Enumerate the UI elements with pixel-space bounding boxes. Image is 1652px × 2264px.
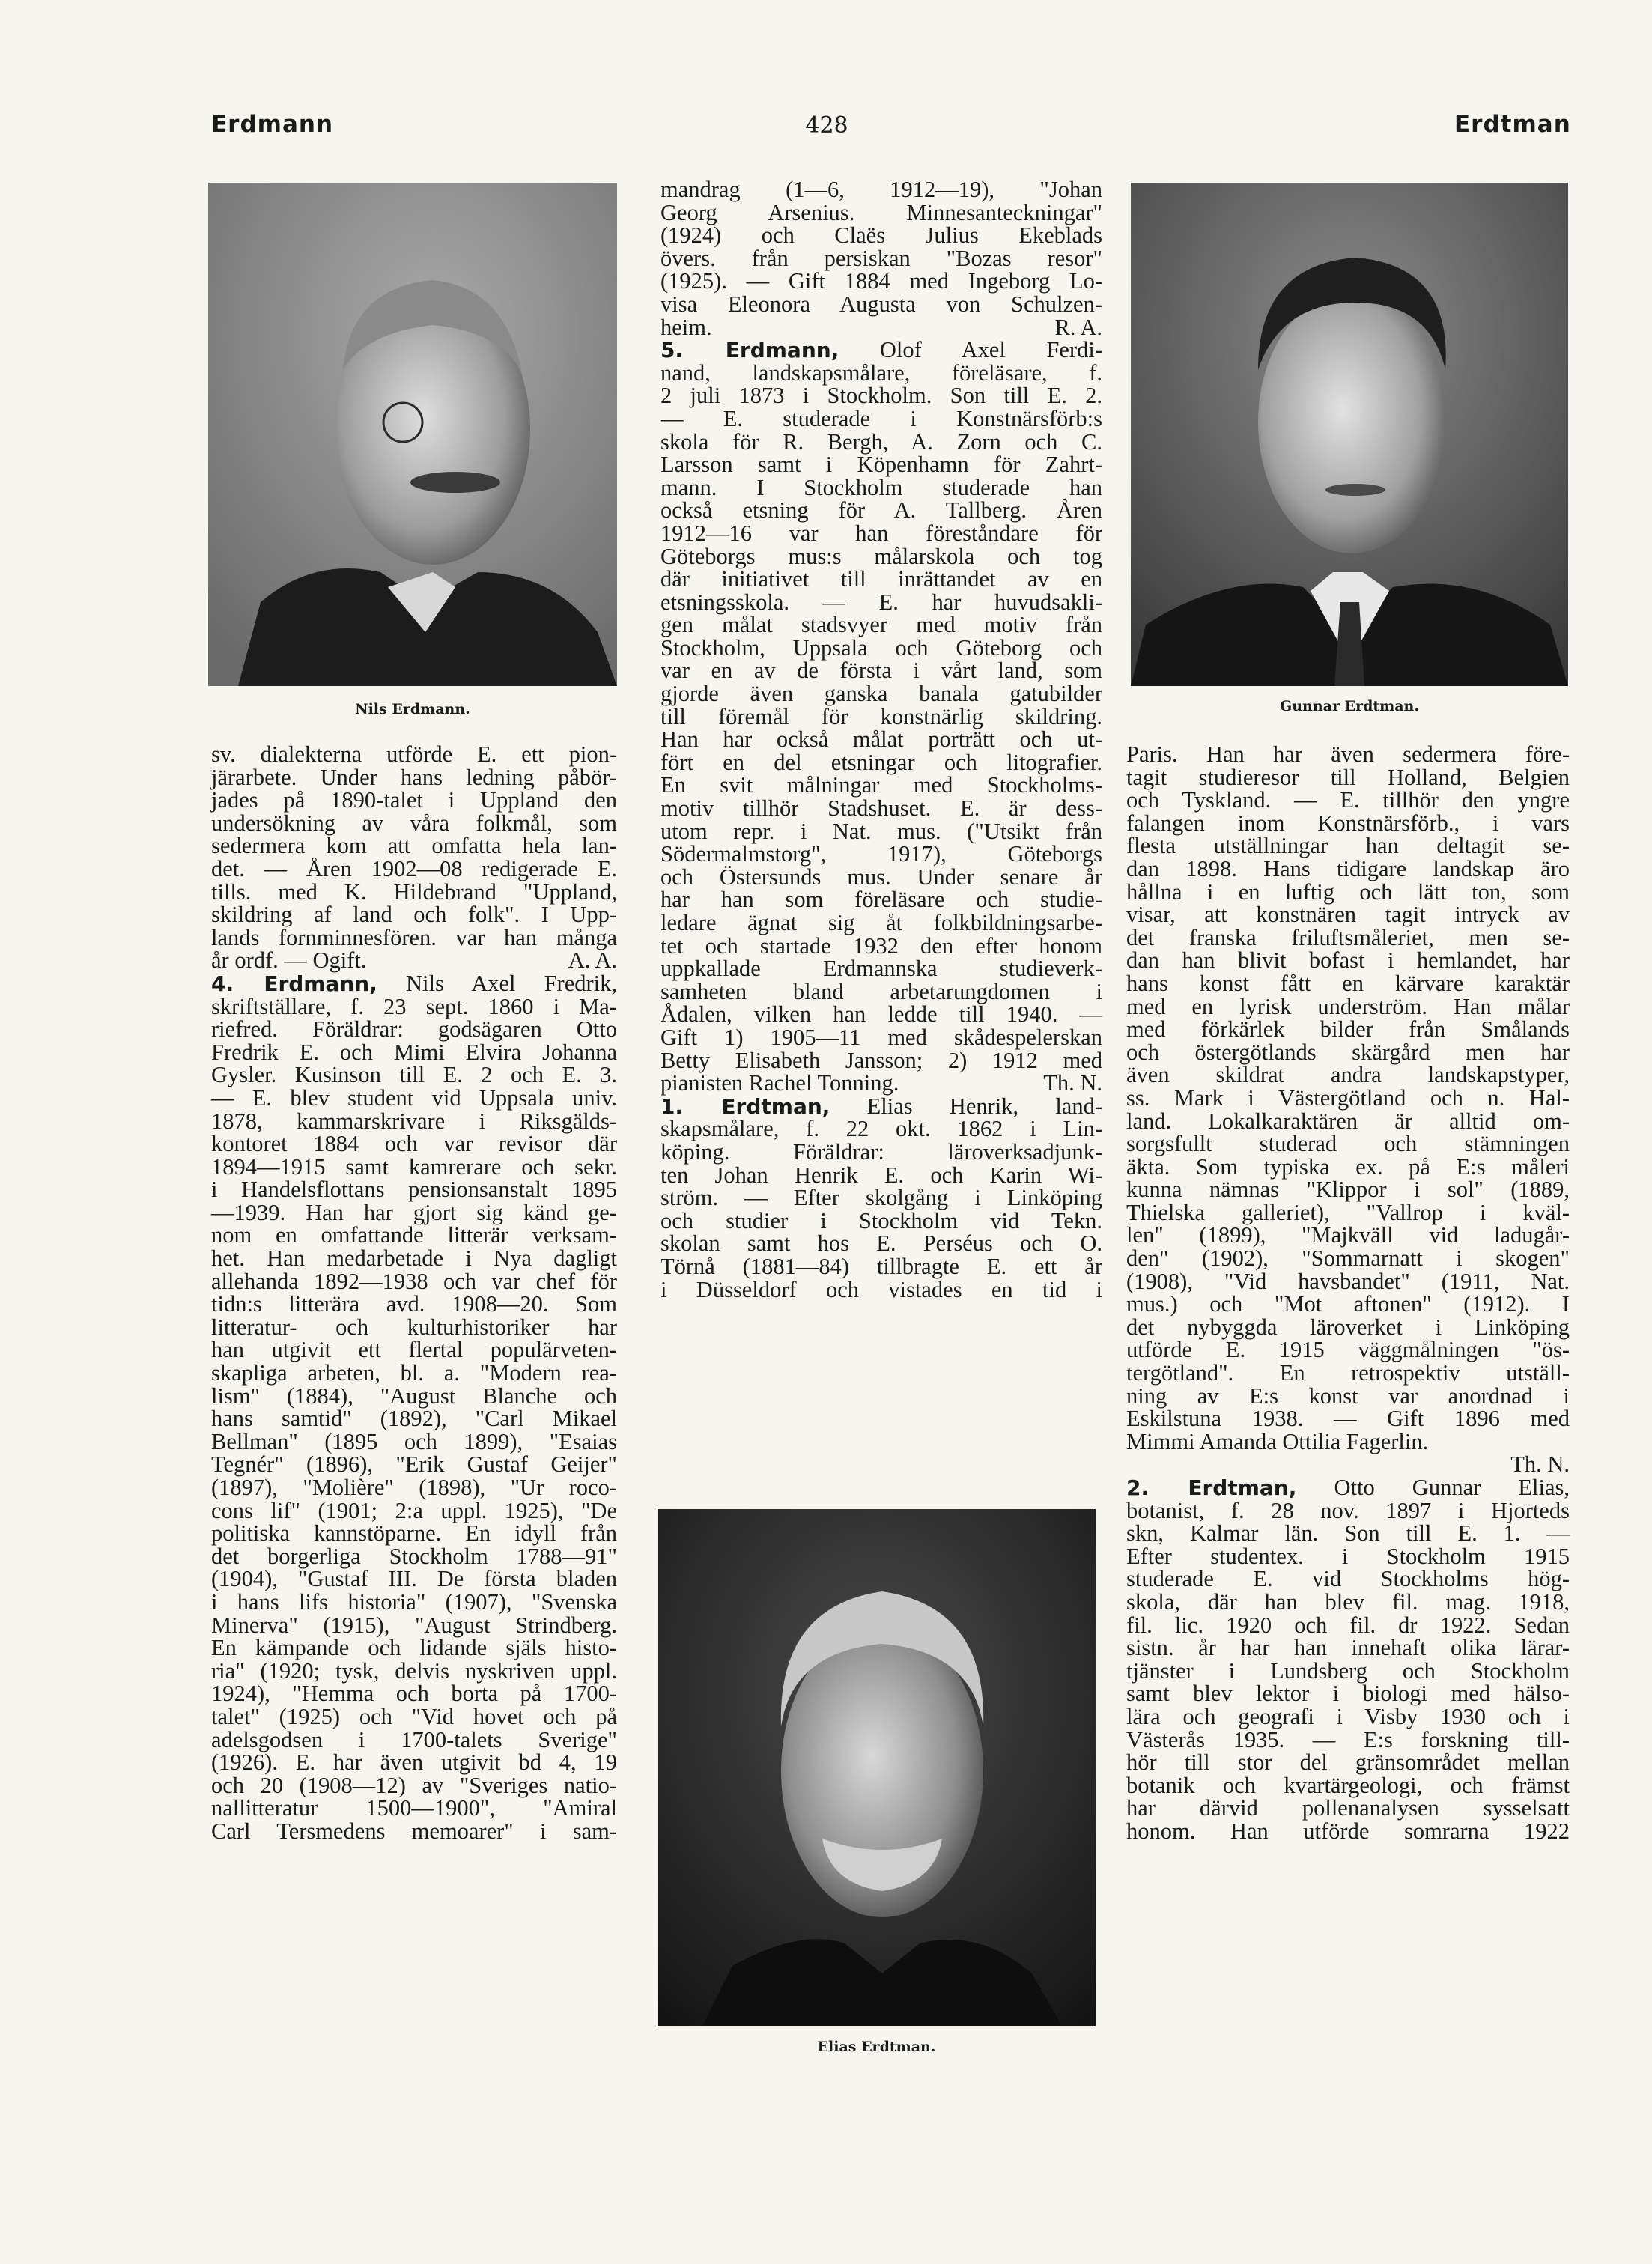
text-line: 1924), "Hemma och borta på 1700- — [211, 1681, 617, 1707]
text-line: litteratur- och kulturhistoriker har — [211, 1314, 617, 1340]
running-head-left: Erdmann — [211, 111, 334, 138]
text-line: etsningsskola. — E. har huvudsakli- — [661, 589, 1102, 615]
text-line: Södermalmstorg", 1917), Göteborgs — [661, 841, 1102, 867]
text-line: — E. studerade i Konstnärsförb:s — [661, 405, 1102, 431]
text-line: len" (1899), "Majkväll vid ladugår- — [1126, 1222, 1570, 1248]
text-line: han utgivit ett flertal populärveten- — [211, 1337, 617, 1363]
text-line: (1908), "Vid havsbandet" (1911, Nat. — [1126, 1268, 1570, 1294]
text-line: sistn. år har han innehaft olika lärar- — [1126, 1635, 1570, 1661]
text-line: med en lyrisk underström. Han målar — [1126, 993, 1570, 1019]
text-line: lism" (1884), "August Blanche och — [211, 1383, 617, 1409]
text-line: gen målat stadsvyer med motiv från — [661, 612, 1102, 638]
text-line: det. — Åren 1902—08 redigerade E. — [211, 855, 617, 881]
text-line: tagit studieresor till Holland, Belgien — [1126, 764, 1570, 790]
text-line: Georg Arsenius. Minnesanteckningar" — [661, 199, 1102, 225]
text-line: samt blev lektor i biologi med hälso- — [1126, 1681, 1570, 1707]
text-line: Han har också målat porträtt och ut- — [661, 726, 1102, 753]
text-line: även skildrat andra landskapstyper, — [1126, 1062, 1570, 1088]
text-line: övers. från persiskan "Bozas resor" — [661, 245, 1102, 271]
text-line: pianisten Rachel Tonning. Th. N. — [661, 1070, 1102, 1096]
text-line: till föremål för konstnärlig skildring. — [661, 703, 1102, 729]
entry-heading: 4. Erdmann, Nils Axel Fredrik, — [211, 970, 617, 996]
text-line: sv. dialekterna utförde E. ett pion- — [211, 741, 617, 767]
text-line: nom en omfattande litterär verksam- — [211, 1222, 617, 1248]
text-line: och studier i Stockholm vid Tekn. — [661, 1207, 1102, 1233]
text-line: heim. R. A. — [661, 314, 1102, 340]
text-line: Carl Tersmedens memoarer" i sam- — [211, 1818, 617, 1844]
author-signature: Th. N. — [1510, 1451, 1570, 1478]
text-line: har han som föreläsare och studie- — [661, 887, 1102, 913]
text-line: Gysler. Kusinson till E. 2 och E. 3. — [211, 1062, 617, 1088]
text-line: 2 juli 1873 i Stockholm. Son till E. 2. — [661, 383, 1102, 409]
text-line: skildring af land och folk". I Upp- — [211, 902, 617, 928]
text-line: (1904), "Gustaf III. De första bladen — [211, 1566, 617, 1592]
portrait-nils-erdmann — [208, 183, 617, 686]
text-line: (1926). E. har även utgivit bd 4, 19 — [211, 1749, 617, 1776]
text-line: En kämpande och lidande själs histo- — [211, 1635, 617, 1661]
page-number: 428 — [805, 112, 848, 139]
text-line: skola för R. Bergh, A. Zorn och C. — [661, 428, 1102, 455]
text-line: äkta. Som typiska ex. på E:s måleri — [1126, 1153, 1570, 1180]
text-line: ss. Mark i Västergötland och n. Hal- — [1126, 1084, 1570, 1111]
text-line: Minerva" (1915), "August Strindberg. — [211, 1612, 617, 1638]
text-line: dan han blivit bofast i hemlandet, har — [1126, 947, 1570, 974]
text-line: Stockholm, Uppsala och Göteborg och — [661, 634, 1102, 661]
text-line: tidn:s litterära avd. 1908—20. Som — [211, 1291, 617, 1317]
text-line: mandrag (1—6, 1912—19), "Johan — [661, 177, 1102, 202]
text-line: dan 1898. Hans tidigare landskap äro — [1126, 855, 1570, 881]
text-line: hans samtid" (1892), "Carl Mikael — [211, 1406, 617, 1432]
text-line: het. Han medarbetade i Nya dagligt — [211, 1245, 617, 1272]
text-line: — E. blev student vid Uppsala univ. — [211, 1084, 617, 1111]
text-line: Tegnér" (1896), "Erik Gustaf Geijer" — [211, 1451, 617, 1478]
text-line: och Östersunds mus. Under senare år — [661, 864, 1102, 890]
running-head-right: Erdtman — [1454, 111, 1571, 138]
text-line: har därvid pollenanalysen sysselsatt — [1126, 1795, 1570, 1821]
text-line: politiska kannstöparne. En idyll från — [211, 1520, 617, 1547]
entry-heading: 2. Erdtman, Otto Gunnar Elias, — [1126, 1475, 1570, 1500]
text-line: (1897), "Molière" (1898), "Ur roco- — [211, 1475, 617, 1500]
text-line: jades på 1890-talet i Uppland den — [211, 787, 617, 813]
text-line: tjänster i Lundsberg och Stockholm — [1126, 1657, 1570, 1684]
text-line: allehanda 1892—1938 och var chef för — [211, 1268, 617, 1294]
portrait-elias-erdtman — [658, 1509, 1096, 2026]
text-line: riefred. Föräldrar: godsägaren Otto — [211, 1016, 617, 1043]
text-line: skola, där han blev fil. mag. 1918, — [1126, 1588, 1570, 1615]
text-line: järarbete. Under hans ledning påbör- — [211, 764, 617, 790]
text-line: gjorde även ganska banala gatubilder — [661, 681, 1102, 707]
text-line: (1924) och Claës Julius Ekeblads — [661, 222, 1102, 249]
text-line: Västerås 1935. — E:s forskning till- — [1126, 1726, 1570, 1752]
text-line: Ådalen, vilken han ledde till 1940. — — [661, 1001, 1102, 1028]
entry-heading: 1. Erdtman, Elias Henrik, land- — [661, 1093, 1102, 1119]
text-line: honom. Han utförde somrarna 1922 — [1126, 1818, 1570, 1844]
text-line: skapsmålare, f. 22 okt. 1862 i Lin- — [661, 1116, 1102, 1142]
text-line: det borgerliga Stockholm 1788—91" — [211, 1543, 617, 1569]
text-line: och Tyskland. — E. tillhör den yngre — [1126, 787, 1570, 813]
text-line: Törnå (1881—84) tillbragte E. ett år — [661, 1253, 1102, 1279]
text-line: botanist, f. 28 nov. 1897 i Hjorteds — [1126, 1497, 1570, 1523]
text-line: hans konst fått en kärvare karaktär — [1126, 970, 1570, 996]
text-line: visa Eleonora Augusta von Schulzen- — [661, 291, 1102, 317]
text-line: Efter studentex. i Stockholm 1915 — [1126, 1543, 1570, 1569]
text-line: tergötland". En retrospektiv utställ- — [1126, 1360, 1570, 1386]
text-line: ström. — Efter skolgång i Linköping — [661, 1185, 1102, 1211]
text-line: cons lif" (1901; 2:a uppl. 1925), "De — [211, 1497, 617, 1523]
text-line: mann. I Stockholm studerade han — [661, 474, 1102, 500]
text-line: talet" (1925) och "Vid hovet och på — [211, 1703, 617, 1729]
text-line: ria" (1920; tysk, delvis nyskriven uppl. — [211, 1657, 617, 1684]
text-line: i Handelsflottans pensionsanstalt 1895 — [211, 1177, 617, 1203]
text-line: utförde E. 1915 väggmålningen "ös- — [1126, 1337, 1570, 1363]
text-line: Bellman" (1895 och 1899), "Esaias — [211, 1428, 617, 1454]
text-line: sorgsfullt studerad och stämningen — [1126, 1131, 1570, 1157]
text-line: undersökning av våra folkmål, som — [211, 810, 617, 836]
text-line: ledare ägnat sig åt folkbildningsarbe- — [661, 910, 1102, 935]
text-line: 1912—16 var han föreståndare för — [661, 520, 1102, 546]
text-line: Thielska galleriet), "Vallrop i kväl- — [1126, 1199, 1570, 1225]
text-line: Larsson samt i Köpenhamn för Zahrt- — [661, 452, 1102, 478]
column-middle — [661, 178, 1102, 1301]
text-line: land. Lokalkaraktären är alltid om- — [1126, 1108, 1570, 1134]
caption-gunnar-erdtman: Gunnar Erdtman. — [1279, 698, 1419, 714]
text-line: En svit målningar med Stockholms- — [661, 772, 1102, 798]
column-right — [1126, 743, 1570, 1843]
text-line: ten Johan Henrik E. och Karin Wi- — [661, 1162, 1102, 1188]
text-line: fört en del etsningar och litografier. — [661, 749, 1102, 775]
text-line: —1939. Han har gjort sig känd ge- — [211, 1199, 617, 1225]
text-line: nand, landskapsmålare, föreläsare, f. — [661, 359, 1102, 386]
text-line: Göteborgs mus:s målarskola och tog — [661, 543, 1102, 569]
text-line: Paris. Han har även sedermera före- — [1126, 741, 1570, 767]
text-line: Gift 1) 1905—11 med skådespelerskan — [661, 1024, 1102, 1050]
text-line: flesta utställningar han deltagit se- — [1126, 833, 1570, 859]
text-line: skolan samt hos E. Perséus och O. — [661, 1230, 1102, 1257]
caption-nils-erdmann: Nils Erdmann. — [355, 701, 470, 717]
text-line: lära och geografi i Visby 1930 och i — [1126, 1703, 1570, 1729]
text-line: kontoret 1884 och var revisor där — [211, 1131, 617, 1157]
text-line: falangen inom Konstnärsförb., i vars — [1126, 810, 1570, 836]
text-line: Fredrik E. och Mimi Elvira Johanna — [211, 1039, 617, 1065]
text-line: nallitteratur 1500—1900", "Amiral — [211, 1795, 617, 1821]
entry-heading: 5. Erdmann, Olof Axel Ferdi- — [661, 337, 1102, 363]
text-line: 1894—1915 samt kamrerare och sekr. — [211, 1153, 617, 1180]
text-line: tills. med K. Hildebrand "Uppland, — [211, 878, 617, 905]
text-line: lands fornminnesfören. var han många — [211, 924, 617, 950]
text-line: Mimmi Amanda Ottilia Fagerlin. — [1126, 1428, 1429, 1454]
text-line: skn, Kalmar län. Son till E. 1. — — [1126, 1520, 1570, 1547]
text-line: tet och startade 1932 den efter honom — [661, 932, 1102, 959]
text-line: ning av E:s konst var anordnad i — [1126, 1383, 1570, 1409]
text-line: det franska friluftsmåleriet, men se- — [1126, 924, 1570, 950]
text-line: kunna nämnas "Klippor i sol" (1889, — [1126, 1177, 1570, 1203]
text-line: hör till stor del gränsområdet mellan — [1126, 1749, 1570, 1776]
text-line: mus.) och "Mot aftonen" (1912). I — [1126, 1291, 1570, 1317]
text-line: 1878, kammarskrivare i Riksgälds- — [211, 1108, 617, 1134]
text-line: studerade E. vid Stockholms hög- — [1126, 1566, 1570, 1592]
text-line: och östergötlands skärgård men har — [1126, 1039, 1570, 1065]
text-line: fil. lic. 1920 och fil. dr 1922. Sedan — [1126, 1612, 1570, 1638]
text-line: visar, att konstnären tagit intryck av — [1126, 902, 1570, 928]
text-line: hållna i en luftig och lätt ton, som — [1126, 878, 1570, 905]
text-line: botanik och kvartärgeologi, och främst — [1126, 1772, 1570, 1798]
text-line: där initiativet till inrättandet av en — [661, 566, 1102, 592]
text-line: motiv tillhör Stadshuset. E. är dess- — [661, 795, 1102, 822]
text-line: i Düsseldorf och vistades en tid i — [661, 1276, 1102, 1302]
text-line: samheten bland arbetarungdomen i — [661, 978, 1102, 1004]
text-line: skapliga arbeten, bl. a. "Modern rea- — [211, 1360, 617, 1386]
text-line: med förkärlek bilder från Smålands — [1126, 1016, 1570, 1043]
text-line: sedermera kom att omfatta hela lan- — [211, 833, 617, 859]
text-line: adelsgodsen i 1700-talets Sverige" — [211, 1726, 617, 1752]
text-line: köping. Föräldrar: läroverksadjunk- — [661, 1138, 1102, 1165]
text-line: också etsning för A. Tallberg. Åren — [661, 497, 1102, 523]
text-line: den" (1902), "Sommarnatt i skogen" — [1126, 1245, 1570, 1272]
text-line: Eskilstuna 1938. — Gift 1896 med — [1126, 1406, 1570, 1432]
text-line: Betty Elisabeth Jansson; 2) 1912 med — [661, 1047, 1102, 1073]
text-line: uppkallade Erdmannska studieverk- — [661, 956, 1102, 982]
text-line: det nybyggda läroverket i Linköping — [1126, 1314, 1570, 1340]
caption-elias-erdtman: Elias Erdtman. — [817, 2039, 936, 2055]
text-line: utom repr. i Nat. mus. ("Utsikt från — [661, 818, 1102, 844]
column-left — [211, 743, 617, 1843]
text-line: och 20 (1908—12) av "Sveriges natio- — [211, 1772, 617, 1798]
text-line: (1925). — Gift 1884 med Ingeborg Lo- — [661, 268, 1102, 294]
text-line: var en av de första i vårt land, som — [661, 658, 1102, 684]
portrait-gunnar-erdtman — [1131, 183, 1568, 686]
text-line: år ordf. — Ogift. A. A. — [211, 947, 617, 974]
text-line: i hans lifs historia" (1907), "Svenska — [211, 1588, 617, 1615]
text-line: skriftställare, f. 23 sept. 1860 i Ma- — [211, 993, 617, 1019]
